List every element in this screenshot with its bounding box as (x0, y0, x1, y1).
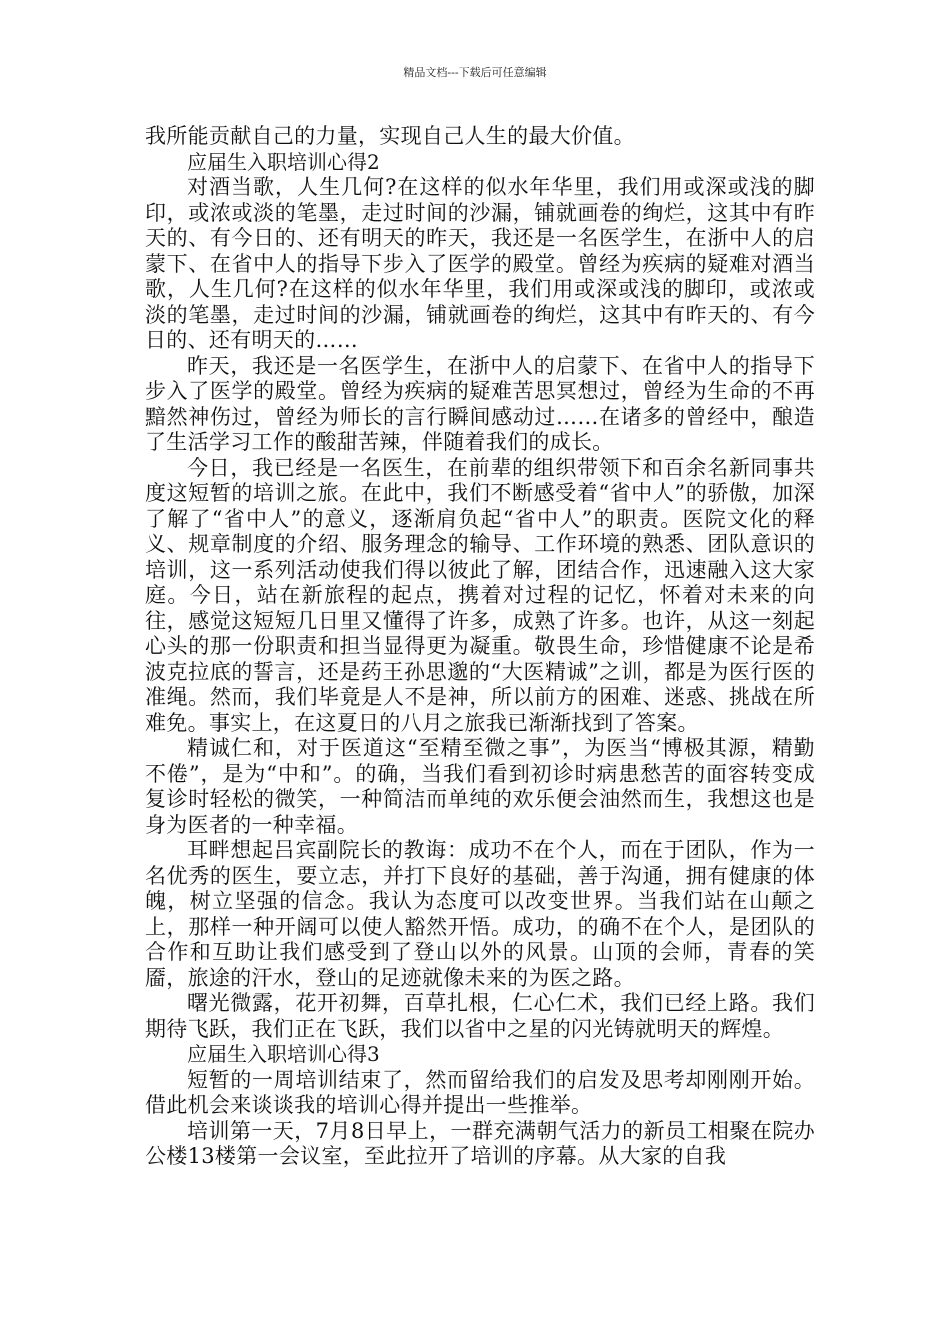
paragraph: 培训第一天，7月8日早上，一群充满朝气活力的新员工相聚在院办公楼13楼第一会议室，至此拉开了培训的序幕。从大家的自我 (145, 1118, 815, 1168)
paragraph: 昨天，我还是一名医学生，在浙中人的启蒙下、在省中人的指导下步入了医学的殿堂。曾经为疾病的疑难苦思冥想过，曾经为生命的不再黯然神伤过，曾经为师长的言行瞬间感动过……在诸多的曾经中，酿造了生活学习工作的酸甜苦辣，伴随着我们的成长。 (145, 353, 815, 454)
paragraph: 我所能贡献自己的力量，实现自己人生的最大价值。 (145, 124, 635, 148)
paragraph: 耳畔想起吕宾副院长的教诲：成功不在个人，而在于团队，作为一名优秀的医生，要立志，并打下良好的基础，善于沟通，拥有健康的体魄，树立坚强的信念。我认为态度可以改变世界。当我们站在山颠之上，那样一种开阔可以使人豁然开悟。成功，的确不在个人，是团队的合作和互助让我们感受到了登山以外的风景。山顶的会师，青春的笑靥，旅途的汗水，登山的足迹就像未来的为医之路。 (145, 838, 815, 990)
paragraph: 曙光微露，花开初舞，百草扎根，仁心仁术，我们已经上路。我们期待飞跃，我们正在飞跃，我们以省中之星的闪光铸就明天的辉煌。 (145, 991, 815, 1041)
paragraph: 短暂的一周培训结束了，然而留给我们的启发及思考却刚刚开始。借此机会来谈谈我的培训心得并提出一些推举。 (145, 1067, 815, 1117)
page-header: 精品文档---下载后可任意编辑 (403, 66, 547, 79)
paragraph: 今日，我已经是一名医生，在前辈的组织带领下和百余名新同事共度这短暂的培训之旅。在此中，我们不断感受着“省中人”的骄傲，加深了解了“省中人”的意义，逐渐肩负起“省中人”的职责。医院文化的释义、规章制度的介绍、服务理念的输导、工作环境的熟悉、团队意识的培训，这一系列活动使我们得以彼此了解，团结合作，迅速融入这大家庭。今日，站在新旅程的起点，携着对过程的记忆，怀着对未来的向往，感觉这短短几日里又懂得了许多，成熟了许多。也许，从这一刻起心头的那一份职责和担当显得更为凝重。敬畏生命，珍惜健康不论是希波克拉底的誓言，还是药王孙思邈的“大医精诚”之训，都是为医行医的准绳。然而，我们毕竟是人不是神，所以前方的困难、迷惑、挑战在所难免。事实上，在这夏日的八月之旅我已渐渐找到了答案。 (145, 455, 815, 735)
section-heading: 应届生入职培训心得3 (187, 1042, 380, 1066)
document-body (145, 124, 815, 1170)
section-heading: 应届生入职培训心得2 (187, 149, 380, 174)
paragraph: 对酒当歌，人生几何?在这样的似水年华里，我们用或深或浅的脚印，或浓或淡的笔墨，走过时间的沙漏，铺就画卷的绚烂，这其中有昨天的、有今日的、还有明天的昨天，我还是一名医学生，在浙中人的启蒙下、在省中人的指导下步入了医学的殿堂。曾经为疾病的疑难对酒当歌，人生几何?在这样的似水年华里，我们用或深或浅的脚印，或浓或淡的笔墨，走过时间的沙漏，铺就画卷的绚烂，这其中有昨天的、有今日的、还有明天的…… (145, 175, 815, 352)
paragraph: 精诚仁和，对于医道这“至精至微之事”，为医当“博极其源，精勤不倦”，是为“中和”。的确，当我们看到初诊时病患愁苦的面容转变成复诊时轻松的微笑，一种简洁而单纯的欢乐便会油然而生，我想这也是身为医者的一种幸福。 (145, 736, 815, 837)
